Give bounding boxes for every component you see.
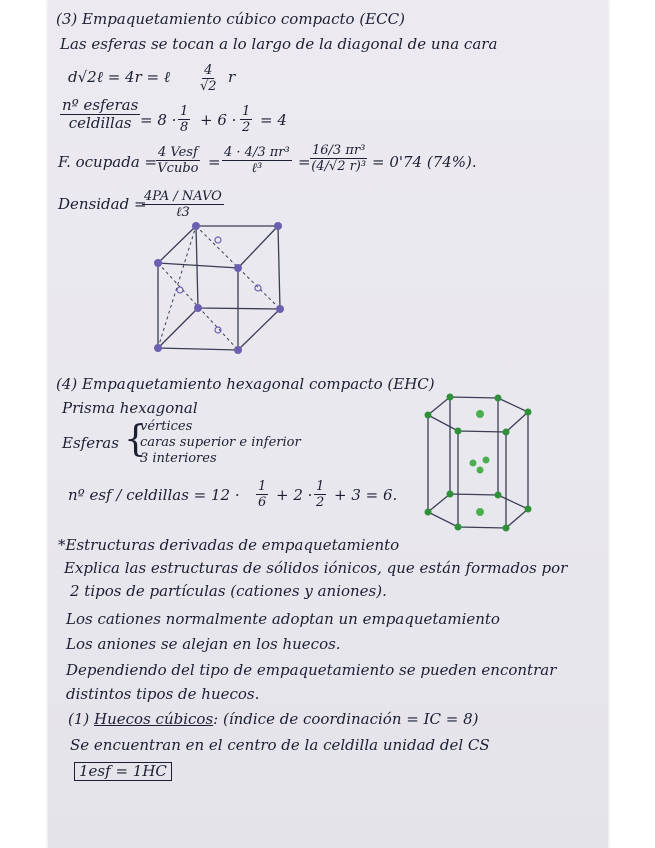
vertex-atom [525,409,532,416]
section-3-title: (3) Empaquetamiento cúbico compacto (ECC) [56,10,405,28]
section-5-title: *Estructuras derivadas de empaquetamiento [58,536,400,554]
esferas-item-3: 3 interiores [140,451,217,466]
hex-frac-2-num: 1 [316,479,325,494]
count-label-den: celdillas [68,114,132,132]
item-number: (1) [68,710,90,728]
section-5-line-5: Dependiendo del tipo de empaquetamiento se pueden encontrar [66,661,557,679]
section-5-line-6: distintos tipos de huecos. [66,685,260,703]
section-3-line-1: Las esferas se tocan a lo largo de la diagonal de una cara [60,35,498,53]
focc-frac-1-num: 4 Vesf [158,145,198,160]
hex-count-result: + 3 = 6. [334,486,398,504]
face-center-atom [476,410,484,418]
count-eq: = 8 · [140,111,177,129]
section-5-line-8: Se encuentran en el centro de la celdilla unidad del CS [70,736,490,754]
hex-frac-1-den: 6 [258,495,267,510]
vertex-atom [503,525,510,532]
huecos-cubicos-heading: Huecos cúbicos [94,710,214,728]
focc-result: = 0'74 (74%). [372,153,477,171]
section-5-line-7 [68,712,479,727]
hex-count-mid: + 2 · [276,486,313,504]
section-4-line-1: Prisma hexagonal [62,399,198,417]
eq1-frac-den: √2 [200,79,217,94]
density-label: Densidad = [58,195,147,213]
focc-label: F. ocupada = [58,153,158,171]
vertex-atom [525,506,532,513]
vertex-atom [447,491,454,498]
vertex-atom [495,395,502,402]
esferas-item-2: caras superior e inferior [140,435,301,450]
eq1-frac-num: 4 [204,63,213,78]
count-mid: + 6 · [200,111,237,129]
face-center-atom [476,508,484,516]
boxed-result: 1esf = 1HC [74,762,172,781]
brace: { [124,419,147,460]
vertex-atom [425,412,432,419]
count-frac-1-num: 1 [180,104,189,119]
interior-atom [477,467,484,474]
vertex-atom [447,394,454,401]
esferas-label: Esferas [62,434,119,452]
focc-eq-2: = [298,153,311,171]
count-frac-2-num: 1 [242,104,251,119]
density-den: ℓ3 [176,205,190,220]
vertex-atom [425,509,432,516]
eq1-left: d√2ℓ = 4r = ℓ [68,68,171,86]
count-result: = 4 [260,111,287,129]
count-label-num: nº esferas [62,96,139,114]
focc-frac-2-den: ℓ³ [251,161,263,176]
hex-frac-2-den: 2 [316,495,325,510]
focc-frac-2-num: 4 · 4/3 πr³ [224,145,290,160]
section-5-line-1: Explica las estructuras de sólidos iónicos, que están formados por [64,559,568,577]
count-frac-1-den: 8 [180,120,189,135]
focc-frac-1-den: Vcubo [157,161,199,176]
section-5-line-3: Los cationes normalmente adoptan un empaquetamiento [66,610,500,628]
count-frac-2-den: 2 [242,120,251,135]
notebook-page [48,0,608,848]
hex-frac-1-num: 1 [258,479,267,494]
focc-frac-3-den: (4/√2 r)³ [311,159,367,174]
vertex-atom [455,524,462,531]
focc-frac-3-num: 16/3 πr³ [312,143,366,158]
interior-atom [483,457,490,464]
density-num: 4PA / NAVO [144,189,222,204]
eq1-right: r [228,68,236,86]
section-5-line-2: 2 tipos de partículas (cationes y aniones). [70,582,387,600]
section-4-title: (4) Empaquetamiento hexagonal compacto (EHC) [56,375,435,393]
vertex-atom [503,429,510,436]
focc-eq-1: = [208,153,221,171]
section-5-line-4: Los aniones se alejan en los huecos. [66,635,341,653]
coordination-index: : (índice de coordinación = IC = 8) [213,710,479,728]
interior-atom [470,460,477,467]
esferas-item-1: vértices [140,419,193,434]
vertex-atom [495,492,502,499]
vertex-atom [455,428,462,435]
hex-count-label: nº esf / celdillas = 12 · [68,486,240,504]
